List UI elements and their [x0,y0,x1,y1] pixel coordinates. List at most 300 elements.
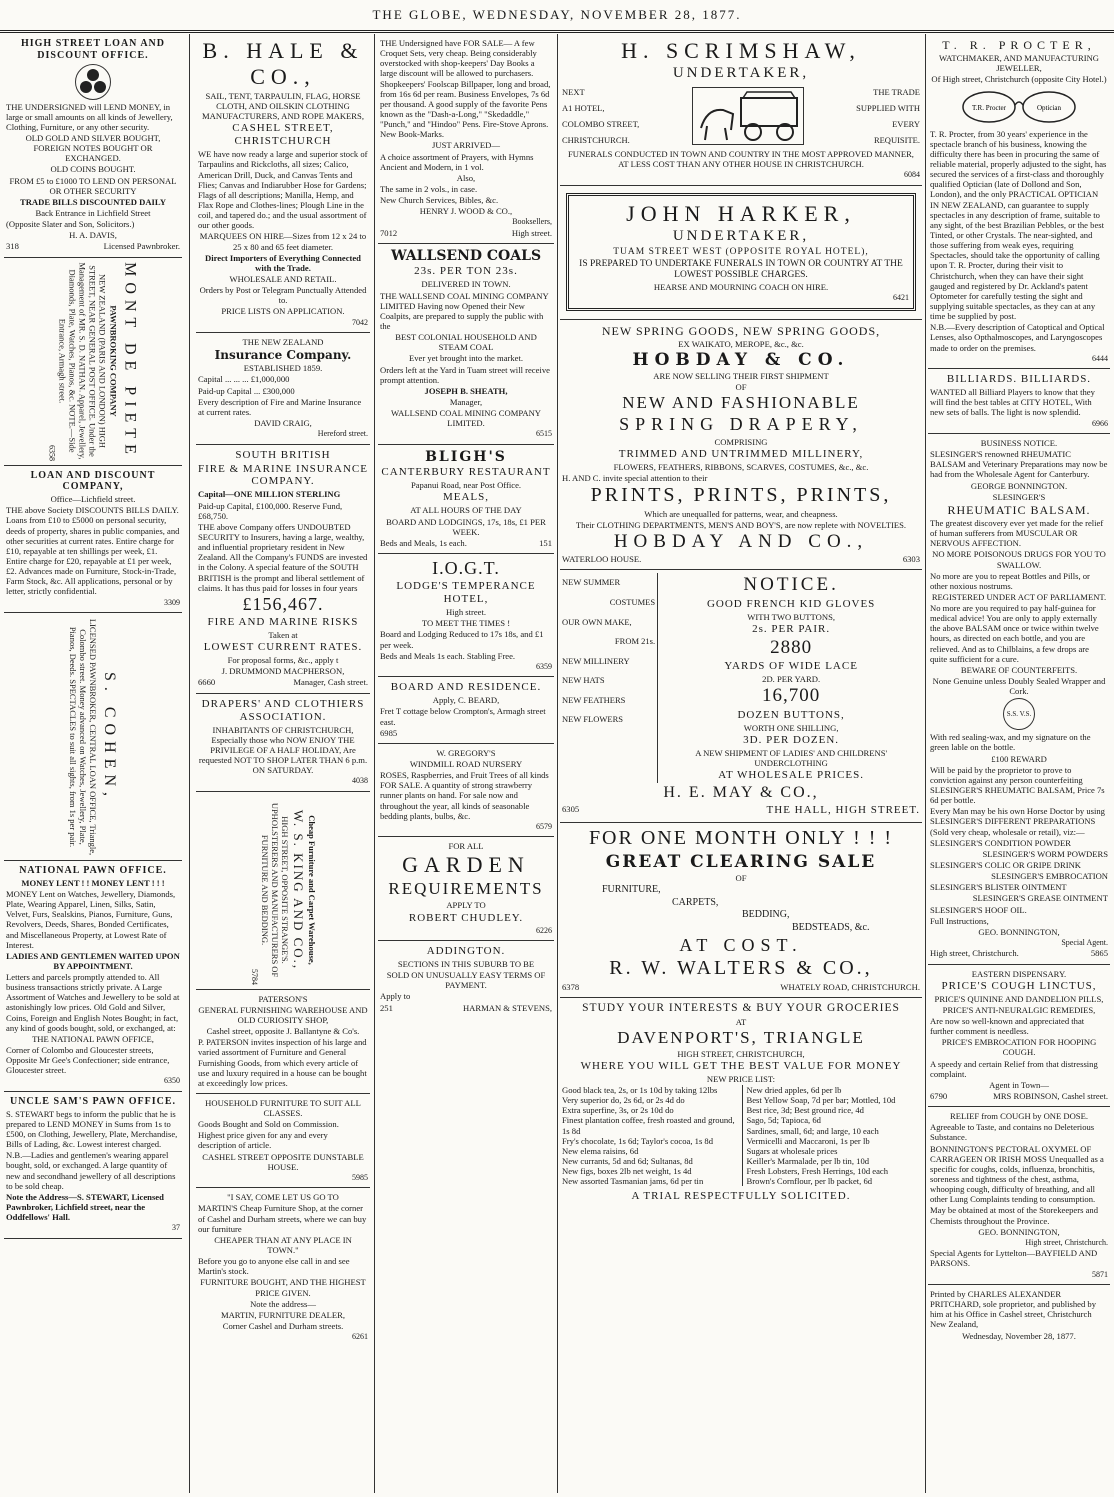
ad-line: Fret T cottage below Crompton's, Armagh street east. [380,706,546,727]
ad-body: THE UNDERSIGNED will LEND MONEY, in large or small amounts on all kinds of Jewellery, Clothing, Furniture, or any other security. [6,101,173,132]
ad-number: 6378 [562,981,580,992]
ad-line: Orders left at the Yard in Tuam street will receive prompt attention. [380,364,550,385]
ad-number: 6084 [904,170,920,180]
ad-line: Apply to [380,991,411,1002]
ad-line: COLOMBO STREET, [562,118,640,129]
seal-label: S.S. V.S. [1006,710,1032,719]
ad-address: HIGH STREET, CHRISTCHURCH, [677,1048,805,1059]
ad-title: WALLSEND COALS [390,247,542,264]
ad-line: WORTH ONE SHILLING, [743,722,839,733]
ad-line: BOARD AND LODGINGS, 17s, 18s, £1 PER WEEK. [386,516,546,537]
imprint-date: Wednesday, November 28, 1877. [962,1330,1076,1341]
ad-heading: BUSINESS NOTICE. [980,437,1058,448]
ad-role: Licensed Pawnbroker. [103,241,180,252]
ad-address: WATERLOO HOUSE. [562,554,642,565]
ad-line: DOZEN BUTTONS, [737,708,845,721]
ad-number: 6421 [893,293,909,303]
ad-line: For proposal forms, &c., apply t [227,655,339,666]
ad-line: DELIVERED IN TOWN. [421,279,511,290]
ad-line: NO MORE POISONOUS DRUGS FOR YOU TO SWALLOW. [932,549,1106,570]
ad-address: Hereford street. [317,429,368,439]
ad-line: Capital ... ... ... £1,000,000 [198,374,290,385]
ad-title: NATIONAL PAWN OFFICE. [19,865,167,876]
ad-number: 6579 [536,821,552,831]
ad-line: ARE NOW SELLING THEIR FIRST SHIPMENT [653,371,829,382]
ad-nz-insurance [196,333,370,445]
price-item: Best rice, 3d; Best ground rice, 4d [746,1105,864,1116]
ad-line: FURNITURE, [602,883,661,895]
ad-body: THE Undersigned have FOR SALE— A few Croquet Sets, very cheap. Being considerably overstocked with shop-keepers' Day Books a large discount will be allowed to purchasers. Shopkeepers' Foolscap Billpaper, long and broad, from 16s 6d per ream. Business Envelopes, 7s 6d per thousand. A good supply of the favorite Pens known as the "Dash-a-Long," "Skedaddle," "Punch," and "Hindoo" Pens. Fire-Stove Aprons. New Book-Marks. [380,38,551,140]
ad-subtitle: Cheap Furniture and Carpet Warehouse, [306,815,317,965]
ad-line: OF [735,872,747,883]
price-item: New assorted Tasmanian jams, 6d per tin [562,1176,704,1187]
ad-title: W. GREGORY'S [436,747,496,758]
ad-line: Orders by Post or Telegram Punctually Attended to. [199,285,367,306]
ad-line: Every Man may be his own Horse Doctor by using SLESINGER'S DIFFERENT PREPARATIONS (Sold very cheap, wholesale or retail), viz:— [930,806,1105,837]
ad-line: £100 REWARD [991,753,1047,764]
price-item: New dried apples, 6d per lb [746,1084,842,1095]
ad-blighs-restaurant [378,445,554,554]
ad-line: N.B.—Every description of Catoptical and Optical Lenses, also Opthalmoscopes, and Laryngoscopes made to order on the premises. [930,322,1105,353]
ad-title: BILLIARDS. BILLIARDS. [946,373,1092,386]
ad-line: (Opposite Slater and Son, Solicitors.) [6,219,135,230]
ad-name: JOSEPH B. SHEATH, [424,385,508,396]
ad-line: The same in 2 vols., in case. [380,183,478,194]
ad-subtitle: PAWNBROKING COMPANY [108,305,119,417]
imprint-body: Printed by CHARLES ALEXANDER PRITCHARD, sole proprietor, and published by him at his Office in Cashel street, Christchurch New Zealand, [930,1288,1097,1330]
price-list-right [742,1085,921,1186]
ad-line: OF [735,382,747,393]
ad-title: S. COHEN, [100,671,118,802]
ad-body: THE above Society DISCOUNTS BILLS DAILY. Loans from £10 to £5000 on personal security, deeds of property, shares in public companies, and other securities at current rates. Entire charge for £10, repayable at ten shillings per week, £1. Entire charge for £20, repayable at £1 per week, £2. Advances made on Furniture, Stock-in-Trade, Farm Stock, &c. All applications, personal or by letter, strictly confidential. [6,505,180,597]
ad-wallsend-coals [378,244,554,445]
ad-name: H. E. MAY & CO., [663,784,819,802]
ad-line: BEDSTEADS, &c. [792,922,870,934]
ad-address: High street. [445,607,487,618]
ad-name: GEO. BONNINGTON, [978,926,1060,937]
ad-line: Will be paid by the proprietor to prove to conviction against any person counterfeiting SLESINGER'S RHEUMATIC BALSAM, Price 7s 6d per bottle. [930,764,1105,806]
masthead-title: THE GLOBE, WEDNESDAY, NOVEMBER 28, 1877. [372,7,742,22]
ad-body: NEW ZEALAND (PARIS AND LONDON) HIGH STREET, NEAR GENERAL POST OFFICE. Under the Management of MR. S. D. NATHAN. Apparel, Jewellery, Diamonds, Plate, Watches, Pianos, &c. NOTE.—Side Entrance, Armagh street. [57,262,108,460]
ad-line: CARPETS, [672,896,719,908]
ad-line: 2D. PER YARD. [762,674,821,685]
ad-body: MARTIN'S Cheap Furniture Shop, at the corner of Cashel and Durham streets, where we can buy our furniture [198,1203,367,1234]
ad-agent: MRS ROBINSON, Cashel street. [993,1090,1108,1101]
ad-line: Their CLOTHING DEPARTMENTS, MEN'S AND BOY'S, are now replete with NOVELTIES. [575,519,907,530]
price-item: Finest plantation coffee, fresh roasted and ground, 1s 8d [562,1115,735,1136]
ad-title: DAVENPORT'S, TRIANGLE [617,1027,865,1047]
ad-number: 7012 [380,227,398,238]
ad-national-pawn-office [4,861,182,1092]
ad-subtitle: SAIL, TENT, TARPAULIN, FLAG, HORSE CLOTH, AND OILSKIN CLOTHING MANUFACTURERS, AND ROPE MAKERS, [202,90,364,122]
ad-agent: DAVID CRAIG, [254,417,312,428]
ad-he-may [560,570,922,823]
ad-price: 23s. PER TON 23s. [414,265,518,278]
ad-davenports [560,998,922,1208]
ad-billiards [928,369,1110,434]
ad-number: 6660 [198,677,216,688]
ad-address: High street. [511,227,552,238]
ad-name: HARMAN & STEVENS, [462,1002,552,1013]
price-item: Sardines, small, 6d; and large, 10 each [746,1125,879,1136]
ad-address: TUAM STREET WEST (OPPOSITE ROYAL HOTEL), [613,246,869,257]
ad-number: 5985 [352,1172,368,1182]
ad-line: CASHEL STREET OPPOSITE DUNSTABLE HOUSE. [202,1151,364,1172]
ad-line: GOOD FRENCH KID GLOVES [706,597,876,610]
ad-title: "I SAY, COME LET US GO TO [227,1192,339,1203]
ad-line: Direct Importers of Everything Connected with the Trade. [205,252,361,273]
ad-side-line: OUR OWN MAKE, [562,616,632,627]
ad-line: FOR ONE MONTH ONLY ! ! ! [588,827,894,850]
ad-line: HEARSE AND MOURNING COACH ON HIRE. [653,282,829,293]
ad-body: IS PREPARED TO UNDERTAKE FUNERALS IN TOWN OR COUNTRY AT THE LOWEST POSSIBLE CHARGES. [579,258,903,280]
ad-cough-relief [928,1107,1110,1285]
ad-line: COMPRISING [714,436,768,447]
ad-line: Board and Lodging Reduced to 17s 18s, and £1 per week. [380,629,544,650]
ad-number: 5865 [1090,948,1108,959]
ad-address: High street, Christchurch. [1025,1237,1108,1247]
ad-subtitle: WATCHMAKER, AND MANUFACTURING JEWELLER, [938,53,1100,74]
ad-line: Goods Bought and Sold on Commission. [198,1119,339,1130]
price-item: Brown's Cornflour, per lb packet, 6d [746,1176,873,1187]
hearse-icon [692,87,804,145]
ad-subtitle: LODGE'S TEMPERANCE HOTEL, [396,580,536,606]
ad-number: 6261 [352,1332,368,1342]
ad-line: A NEW SHIPMENT OF LADIES' AND CHILDRENS' UNDERCLOTHING [695,747,888,769]
ad-line: H. AND C. invite special attention to their [562,472,708,483]
ad-line: WHERE YOU WILL GET THE BEST VALUE FOR MONEY [580,1059,902,1072]
ad-title: PRICE'S COUGH LINCTUS, [941,979,1097,992]
price-item: Very superior do, 2s 6d, or 2s 4d do [562,1095,685,1106]
ad-tr-procter [928,34,1110,369]
list-item: SLESINGER'S WORM POWDERS [982,848,1108,859]
ad-number: 6359 [536,661,552,671]
ad-title: H. SCRIMSHAW, [621,38,861,63]
ad-line: Which are unequalled for patterns, wear, and cheapness. [644,508,838,519]
list-item: SLESINGER'S GREASE OINTMENT [972,893,1108,904]
ad-line: A choice assortment of Prayers, with Hymns Ancient and Modern, in 1 vol. [380,151,534,172]
ad-body: MONEY Lent on Watches, Jewellery, Diamonds, Plate, Wearing Apparel, Linen, Silks, Satin, Velvet, Furs, Sealskins, Pianos, Furniture, Guns, Revolvers, Deeds, Shares, Bonded Certificates, and Miscellaneous Property, at Lowest Rate of Interest. [6,888,176,950]
ad-line: Apply, C. BEARD, [432,695,500,706]
price-item: Good black tea, 2s, or 1s 10d by taking 12lbs [562,1084,718,1095]
ad-side-line: NEW HATS [562,675,605,686]
ad-addington [378,941,554,1018]
ad-line: SPRING DRAPERY, [619,414,863,435]
ad-body: WE have now ready a large and superior stock of Tarpaulins and Rickcloths, all sizes; Calico, American Drill, Duck, and Canvas Tents and Flies; Canvas and Indiarubber Hose for Gardens; Flags of all descriptions; Manilla, Hemp, and Flax Rope and Clothes-lines; Plough Line in the coil, and tapered do.; and the usual assortment of our other goods. [198,149,368,231]
ad-line: Before you go to anyone else call in and see Martin's stock. [198,1256,350,1277]
ad-line: Paid-up Capital, £100,000. Reserve Fund, £68,750. [198,500,343,521]
ad-line: CHRISTCHURCH. [562,135,630,146]
ad-title: W. S. KING AND CO., [290,810,306,971]
ad-line: STUDY YOUR INTERESTS & BUY YOUR GROCERIES [582,1001,900,1014]
ad-number: 318 [6,241,19,252]
ad-line: Full Instructions, [930,915,989,926]
ad-line: MARTIN, FURNITURE DEALER, [220,1309,346,1320]
ad-line: PRICE'S EMBROCATION FOR HOOPING COUGH. [941,1037,1097,1058]
ad-number: 7042 [352,317,368,327]
ad-title: THE NEW ZEALAND [242,336,324,347]
ad-number: 5784 [249,969,259,986]
ad-title: T. R. PROCTER, [942,38,1096,52]
price-item: Sugars at wholesale prices [746,1145,838,1156]
ad-number: 6305 [562,804,580,815]
ad-line: Note the address— [250,1298,316,1309]
ad-iogt [378,554,554,677]
ad-name: Insurance Company. [214,348,352,363]
ad-title: RHEUMATIC BALSAM. [947,502,1091,517]
ad-line: Capital—ONE MILLION STERLING [198,489,341,500]
ad-line: Are now so well-known and appreciated that further comment is needless. [930,1015,1085,1037]
ad-line: MARQUEES ON HIRE—Sizes from 12 x 24 to 25 x 80 and 65 feet diameter. [199,231,367,252]
masthead [0,0,1114,33]
ad-line: The greatest discovery ever yet made for the relief of human sufferers from MUSCULAR OR NERVOUS AFFECTION. [930,517,1104,549]
column-4 [560,34,922,1493]
ad-address: Papanui Road, near Post Office. [410,480,522,491]
ad-title: MONT DE PIETE [121,262,139,460]
ad-role: Manager, [449,397,483,407]
ad-line: PRICE'S QUININE AND DANDELION PILLS, [934,993,1104,1004]
ad-body: SLESINGER'S renowned RHEUMATIC BALSAM and Veterinary Preparations may now be had from the Wholesale Agent for Canterbury. [930,449,1108,480]
ad-line: PRICE'S ANTI-NEURALGIC REMEDIES, [942,1004,1096,1015]
ad-number: 3309 [164,597,180,607]
price-item: Fry's chocolate, 1s 6d; Taylor's cocoa, 1s 8d [562,1135,714,1146]
ad-subtitle: UNDERTAKER, [672,64,810,81]
ad-body: INHABITANTS OF CHRISTCHURCH, Especially those who NOW ENJOY THE PRIVILEGE OF A HALF HOLIDAY, Are requested NOT TO SHOP LATER THAN 6 p.m. ON SATURDAY. [198,724,368,776]
ad-line: FOR ALL [448,841,484,852]
ad-uncle-sams-pawn-office [4,1092,182,1239]
ad-line: A1 HOTEL, [562,102,605,113]
ad-household-furniture [196,1094,370,1188]
ad-line: FLOWERS, FEATHERS, RIBBONS, SCARVES, COSTUMES, &c., &c. [613,461,869,472]
ad-drapers-association [196,694,370,792]
ad-line: PRICE LISTS ON APPLICATION. [221,306,345,317]
ad-line: TRIMMED AND UNTRIMMED MILLINERY, [618,447,864,460]
seal-icon [1003,698,1035,730]
ad-line: AT WHOLESALE PRICES. [718,769,865,782]
ad-line: THE TRADE [873,86,920,97]
ad-martins [196,1188,370,1346]
ad-subtitle: MONEY LENT ! ! MONEY LENT ! ! ! [21,877,165,888]
ad-line: REGISTERED UNDER ACT OF PARLIAMENT. [931,591,1107,602]
ad-title: I.O.G.T. [432,558,500,579]
ad-board-residence [378,677,554,744]
ad-body: P. PATERSON invites inspection of his large and varied assortment of Furniture and General Furnishing Goods, from which every article of use and luxury required in a house can be bought at exceedingly low prices. [198,1037,367,1088]
ad-address: CASHEL STREET, CHRISTCHURCH [232,122,334,148]
ad-hobday [560,320,922,571]
ad-side-line: NEW FLOWERS [562,714,623,725]
ad-mont-de-piete [4,258,182,466]
ad-line: OLD GOLD AND SILVER BOUGHT, FOREIGN NOTES BOUGHT OR EXCHANGED. [25,133,161,164]
ad-title: SOUTH BRITISH [235,448,331,461]
ad-line: OLD COINS BOUGHT. [50,164,136,175]
ad-line: A speedy and certain Relief from that distressing complaint. [930,1058,1098,1079]
ad-line: Letters and parcels promptly attended to. All business transactions strictly private. A Large Assortment of Watches and Jewellery to be sold at astonishingly low prices. Old Gold and Silver, Coins, Foreign and English Notes Bought; in fact, any kind of goods bought, sold, or exchanged, at: [6,972,180,1033]
ad-body: FUNERALS CONDUCTED IN TOWN AND COUNTRY IN THE MOST APPROVED MANNER, AT LESS COST THAN ANY OTHER HOUSE IN CHRISTCHURCH. [568,149,914,170]
ad-footer: A TRIAL RESPECTFULLY SOLICITED. [631,1190,851,1203]
ad-line: SLESINGER'S [992,491,1046,502]
ad-title: HOBDAY & CO. [632,350,850,371]
ad-line: AT ALL HOURS OF THE DAY [410,505,522,516]
spectacles-label-left: T.R. Procter [972,103,1006,112]
ad-title: HIGH STREET LOAN AND DISCOUNT OFFICE. [20,38,165,61]
ad-body: HIGH STREET, OPPOSITE STRANGE'S. UPHOLSTERERS AND MANUFACTURERS OF FURNITURE AND BEDDING. [259,802,290,978]
ad-line: REQUIREMENTS [388,879,544,899]
ad-line: WHOLESALE AND RETAIL. [229,273,337,284]
ad-scrimshaw [560,34,922,186]
ad-prints: PRINTS, PRINTS, PRINTS, [590,484,892,507]
ad-heading: NEW SPRING GOODS, NEW SPRING GOODS, [601,323,881,338]
ad-line: Paid-up Capital ... £300,000 [198,385,295,396]
ad-line: LOWEST CURRENT RATES. [203,641,363,654]
ad-ws-king [196,792,370,990]
ad-subtitle: FIRE & MARINE INSURANCE COMPANY. [198,462,368,488]
ad-line: THE NATIONAL PAWN OFFICE, [32,1033,154,1044]
ad-line: Also, [456,172,476,183]
ad-number: 151 [539,537,552,548]
price-item: Sago, 5d; Tapioca, 6d [746,1115,821,1126]
ad-body: LICENSED PAWNBROKER, CENTRAL LOAN OFFICE, Triangle, Colombo street. Money advanced on Watches, Jewellery, Plate, Pianos, Deeds. SPECTACLES to suit all sights, from 1s per pair. [68,618,99,855]
ad-body: WANTED all Billiard Players to know that they will find the best tables at CITY HOTEL, With new sets of balls. The light is now splendid. [930,387,1095,418]
ad-body: ROSES, Raspberries, and Fruit Trees of all kinds FOR SALE. A quantity of strong strawberry runner plants on hand. For sale now and throughout the year, all kinds of seasonable bedding plants, bulbs, &c. [380,770,549,821]
ad-subtitle: Office—Lichfield street. [50,494,136,505]
ad-line: FIRE AND MARINE RISKS [207,616,359,629]
ad-south-british [196,445,370,694]
ad-subtitle: GENERAL FURNISHING WAREHOUSE AND OLD CURIOSITY SHOP, [198,1004,368,1025]
price-item: Vermicelli and Maccaroni, 1s per lb [746,1135,870,1146]
pawnbroker-balls-icon [75,64,111,100]
ad-line: SUPPLIED WITH [856,102,920,113]
ad-number: 6515 [536,429,552,439]
ad-title: RELIEF from COUGH by ONE DOSE. [950,1111,1088,1122]
ad-side-line: FROM 21s. [614,636,656,647]
column-rule [374,34,375,1493]
ad-line: 2s. PER PAIR. [752,622,831,635]
ad-title: ADDINGTON. [426,944,506,957]
ad-number: 6226 [536,925,552,935]
ad-b-hale [196,34,370,333]
ad-line: SECTIONS IN THIS SUBURB TO BE [397,958,535,969]
ad-patersons [196,990,370,1094]
ad-line: AT [735,1016,747,1027]
ad-title: BOARD AND RESIDENCE. [390,681,542,694]
price-item: Best Yellow Soap, 7d per bar; Mottled, 10d [746,1095,896,1106]
ad-body: S. STEWART begs to inform the public that he is prepared to LEND MONEY in Sums from 1s to £500, on Clothing, Jewellery, Plate, Merchandise, Bills of Lading, &c. Lowest interest charged. [6,1108,178,1150]
ad-name: HENRY J. WOOD & CO., [419,206,513,217]
ad-address: Of High street, Christchurch (opposite City Hotel.) [931,74,1107,85]
ad-eastern-dispensary [928,965,1110,1108]
ad-address: Cashel street, opposite J. Ballantyne & Co's. [206,1026,360,1037]
ad-line: Highest price given for any and every description of article. [198,1130,328,1151]
ad-title: UNCLE SAM'S PAWN OFFICE. [9,1095,177,1107]
price-item: New currants, 5d and 6d; Sultanas, 8d [562,1155,693,1166]
column-5 [928,34,1110,1493]
list-item: SLESINGER'S BLISTER OINTMENT [930,882,1067,893]
ad-number: 251 [380,1002,393,1013]
ad-agent: J. DRUMMOND MACPHERSON, [221,666,345,677]
ad-line: ROBERT CHUDLEY. [408,911,524,924]
ad-number: 37 [172,1223,180,1233]
ad-sum: £156,467. [242,593,324,614]
ad-title: PATERSON'S [258,993,308,1004]
ad-number: 6358 [47,445,57,462]
ad-line: NEXT [562,86,585,97]
ad-role: Manager, Cash street. [293,677,368,688]
ad-line: APPLY TO [446,900,486,911]
ad-heading: EASTERN DISPENSARY. [971,968,1067,979]
ad-line: 3D. PER DOZEN. [743,733,840,746]
ad-body: Every description of Fire and Marine Insurance at current rates. [198,396,362,417]
ad-title: LOAN AND DISCOUNT COMPANY, [30,469,156,493]
ad-line: NEW PRICE LIST: [706,1073,776,1084]
ad-line: SOLD ON UNUSUALLY EASY TERMS OF PAYMENT. [386,970,546,991]
ad-role: Booksellers, [512,217,552,227]
ad-line: JUST ARRIVED— [432,140,500,151]
ad-line: May be obtained at most of the Storekeepers and Chemists throughout the Province. [930,1205,1099,1226]
imprint [928,1285,1110,1346]
ad-body: THE above Company offers UNDOUBTED SECURITY to Insurers, having a large, wealthy, and influential proprietary resident in New Zealand. All the Company's FUNDS are invested in the Colony. A special feature of the SOUTH BRITISH is the prompt and liberal settlement of claims. It has thus paid for losses in four years [198,521,368,593]
ad-subtitle: CANTERBURY RESTAURANT [381,466,551,479]
list-item: SLESINGER'S HOOF OIL. [930,904,1027,915]
price-item: Extra superfine, 3s, or 2s 10d do [562,1105,674,1116]
ad-henry-wood [378,34,554,244]
ad-line: EX WAIKATO, MEROPE, &c., &c. [678,338,804,349]
ad-line: Note the Address—S. STEWART, Licensed Pawnbroker, Lichfield street, near the Oddfellows' Hall. [6,1191,164,1223]
ad-line: Agent in Town— [989,1079,1049,1090]
ad-title: DRAPERS' AND CLOTHIERS ASSOCIATION. [201,697,365,723]
ad-address: THE HALL, HIGH STREET. [766,804,920,817]
ad-line: BEST COLONIAL HOUSEHOLD AND STEAM COAL [395,332,537,353]
ad-name: H. A. DAVIS, [69,230,117,241]
ad-number: 5871 [1092,1269,1108,1279]
ad-line: GARDEN [402,852,530,878]
ad-line: With red sealing-wax, and my signature on the green lable on the bottle. [930,732,1091,753]
ad-side-line: NEW FEATHERS [562,694,626,705]
ad-number: 6303 [902,554,920,565]
ad-line: Special Agents for Lyttelton—BAYFIELD AND PARSONS. [930,1248,1098,1269]
list-item: SLESINGER'S CONDITION POWDER [930,837,1071,848]
ad-line: LADIES AND GENTLEMEN WAITED UPON BY APPOINTMENT. [6,950,180,971]
ad-number: 6790 [930,1090,948,1101]
ad-line: GREAT CLEARING SALE [605,851,877,872]
price-item: Fresh Lobsters, Fresh Herrings, 10d each [746,1166,889,1177]
ad-line: TO MEET THE TIMES ! [421,618,511,629]
spectacles-icon [959,87,1079,127]
ad-slesinger-balsam [928,434,1110,965]
ad-line: No more are you to repeat Bottles and Pills, or other noxious nostrums. [930,570,1090,591]
column-rule [925,34,926,1493]
ad-gregory-nursery [378,744,554,837]
ad-john-harker [560,186,922,320]
ad-number-large: 2880 [770,636,813,658]
ad-line: Taken at [268,630,298,641]
ad-line: FURNITURE BOUGHT, AND THE HIGHEST PRICE GIVEN. [200,1277,366,1298]
price-item: New elema raisins, 6d [562,1145,639,1156]
ad-line: YARDS OF WIDE LACE [724,660,858,673]
ad-number-large: 16,700 [762,685,821,707]
ad-number: 6985 [380,727,398,738]
ad-number: 6444 [1092,353,1108,363]
price-item: New figs, boxes 2lb net weight, 1s 4d [562,1166,692,1177]
ad-line: Beds and Meals, 1s each. [380,537,467,548]
ad-garden-requirements [378,837,554,941]
ad-footer: HOBDAY AND CO., [613,530,869,552]
ad-line: N.B.—Ladies and gentlemen's wearing apparel bought, sold, or exchanged. A large quantity of new and secondhand jewellery of all descriptions to be sold cheap. [6,1150,176,1191]
ad-line: Corner of Colombo and Gloucester streets, Opposite Mr Gee's Confectioner; side entrance, Gloucester street. [6,1045,170,1076]
ad-body: THE WALLSEND COAL MINING COMPANY LIMITED Having now Opened their New Coalpits, are prepared to supply the public with the [380,290,549,332]
spectacles-label-right: Optician [1036,103,1062,112]
ad-name: GEO. BONNINGTON, [978,1226,1060,1237]
column-1 [4,34,182,1493]
